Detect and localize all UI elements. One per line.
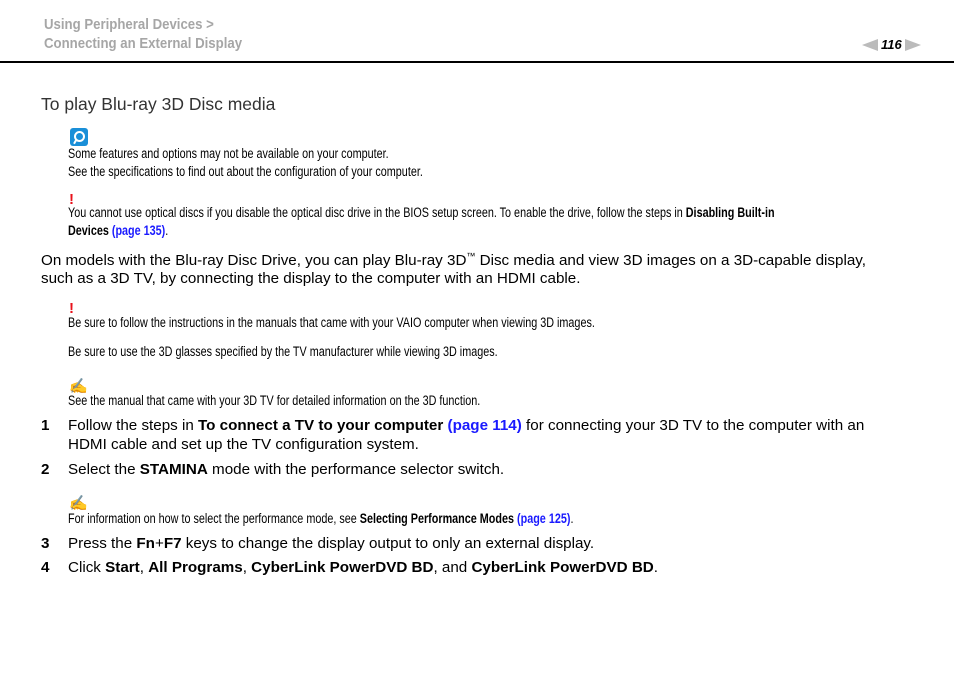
page-link[interactable]: (page 114) [447,417,522,434]
hint-text: See the manual that came with your 3D TV for detailed information on the 3D function. [68,393,481,408]
breadcrumb-section[interactable]: Using Peripheral Devices > [44,16,214,33]
breadcrumb-page[interactable]: Connecting an External Display [44,35,243,52]
next-page-icon[interactable] [905,39,921,51]
intro-text: On models with the Blu-ray Disc Drive, you can play Blu-ray 3D™ Disc media and view 3D images on a 3D-capable display, [41,251,866,270]
step-text: Press the Fn+F7 keys to change the display output to only an external display. [68,535,595,552]
search-note-icon [70,128,88,146]
page-link[interactable]: (page 125) [517,511,571,526]
intro-text: such as a 3D TV, by connecting the display to the computer with an HDMI cable. [41,270,581,287]
step-text: HDMI cable and set up the TV configuration system. [68,436,419,453]
caution-icon: ! [69,191,74,208]
caution-text: Devices (page 135). [68,223,169,238]
step-number: 1 [41,417,50,434]
caution-text: Be sure to use the 3D glasses specified by the TV manufacturer while viewing 3D images. [68,344,498,359]
caution-text: You cannot use optical discs if you disable the optical disc drive in the BIOS setup screen. To enable the drive, follow the steps in Disabling Built-in [68,205,775,220]
note-text: See the specifications to find out about the configuration of your computer. [68,164,423,179]
caution-text: Be sure to follow the instructions in the manuals that came with your VAIO computer when viewing 3D images. [68,315,595,330]
page-link[interactable]: (page 135) [111,223,166,238]
ref-title: Disabling Built-in [685,205,775,220]
step-text: Click Start, All Programs, CyberLink PowerDVD BD, and CyberLink PowerDVD BD. [68,559,658,576]
step-text: Follow the steps in To connect a TV to your computer (page 114) for connecting your 3D TV to the computer with an [68,417,865,434]
page-number: 116 [881,37,902,52]
page-nav [862,37,921,52]
note-text: Some features and options may not be available on your computer. [68,146,389,161]
step-number: 4 [41,559,50,576]
previous-page-icon[interactable] [862,39,878,51]
step-number: 2 [41,461,50,478]
step-text: Select the STAMINA mode with the performance selector switch. [68,461,505,478]
caution-icon: ! [69,300,74,317]
hint-pencil-icon: ✍ [69,378,88,395]
section-title: To play Blu-ray 3D Disc media [41,94,276,114]
step-number: 3 [41,535,50,552]
hint-pencil-icon: ✍ [69,495,88,512]
header-divider [0,61,954,63]
hint-text: For information on how to select the performance mode, see Selecting Performance Modes (page 125). [68,511,574,526]
